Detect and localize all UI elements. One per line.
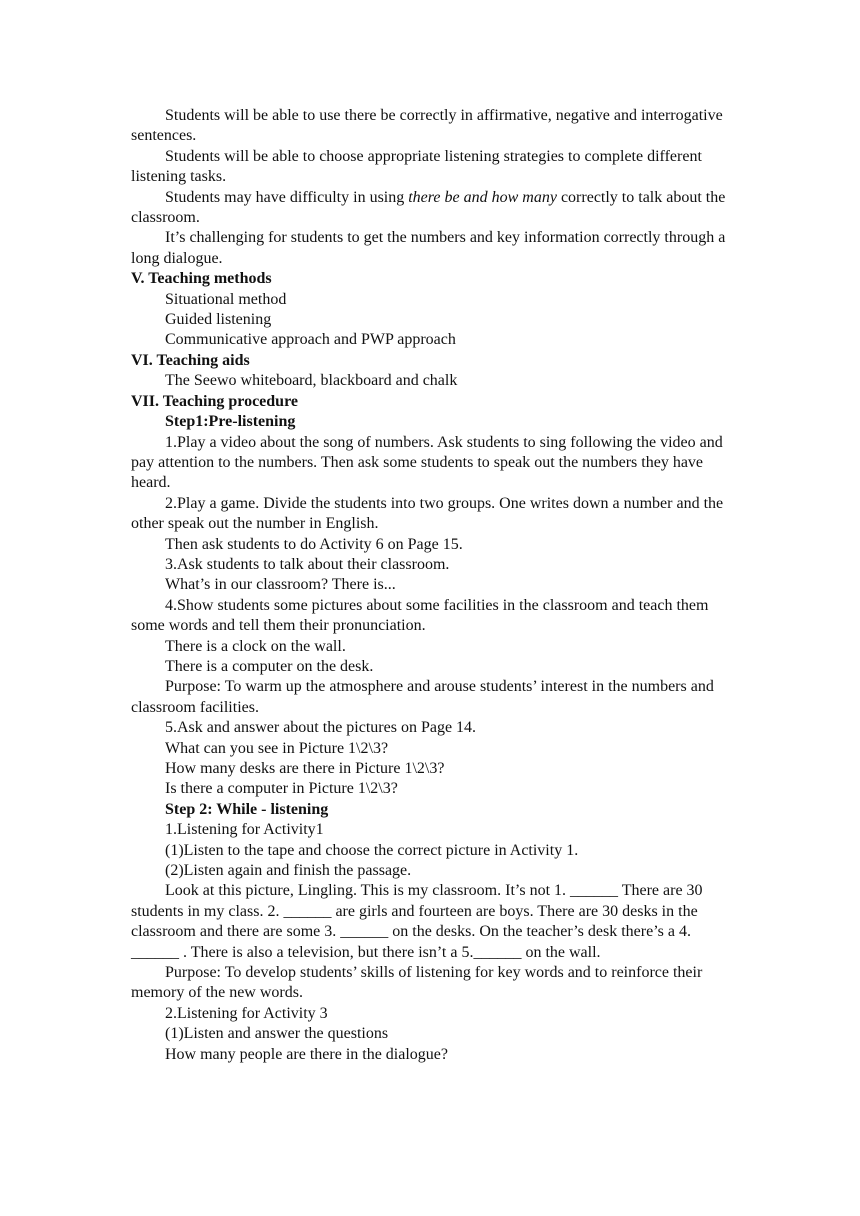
paragraph: Students will be able to use there be correctly in affirmative, negative and interrogative sentences. bbox=[131, 107, 723, 145]
paragraph: 1.Listening for Activity1 bbox=[165, 821, 324, 839]
paragraph: Is there a computer in Picture 1\2\3? bbox=[165, 780, 398, 798]
paragraph: What can you see in Picture 1\2\3? bbox=[165, 739, 389, 757]
paragraph: Then ask students to do Activity 6 on Page 15. bbox=[165, 535, 463, 553]
paragraph-text: Students may have difficulty in using bbox=[165, 188, 409, 206]
paragraph: (1)Listen to the tape and choose the correct picture in Activity 1. bbox=[165, 841, 579, 859]
emphasis-text: there be and how many bbox=[408, 188, 557, 206]
paragraph: It’s challenging for students to get the numbers and key information correctly through a long dialogue. bbox=[131, 229, 726, 267]
paragraph: Guided listening bbox=[165, 311, 272, 329]
paragraph: 2.Listening for Activity 3 bbox=[165, 1004, 328, 1022]
paragraph: How many desks are there in Picture 1\2\3? bbox=[165, 760, 445, 777]
paragraph: There is a computer on the desk. bbox=[165, 657, 374, 675]
heading: Step1:Pre-listening bbox=[165, 413, 296, 431]
paragraph: There is a clock on the wall. bbox=[165, 637, 346, 655]
paragraph: Situational method bbox=[165, 290, 287, 308]
paragraph: How many people are there in the dialogue? bbox=[165, 1045, 448, 1063]
paragraph: 2.Play a game. Divide the students into two groups. One writes down a number and the other speak out the number in English. bbox=[131, 494, 724, 533]
paragraph: (1)Listen and answer the questions bbox=[165, 1025, 389, 1043]
paragraph: The Seewo whiteboard, blackboard and chalk bbox=[165, 372, 458, 390]
paragraph: 5.Ask and answer about the pictures on Page 14. bbox=[165, 719, 477, 737]
paragraph: Purpose: To warm up the atmosphere and arouse students’ interest in the numbers and classroom facilities. bbox=[131, 678, 714, 716]
paragraph: What’s in our classroom? There is... bbox=[165, 576, 396, 594]
paragraph: Look at this picture, Lingling. This is my classroom. It’s not 1. ______ There are 30 students in my class. 2. ______ are girls and fourteen are boys. There are 30 desks in the classroom and there are some 3. ______ on the desks. On the teacher’s desk there’s a 4. ______ . There is also a television, but there isn’t a 5.______ on the wall. bbox=[131, 882, 703, 961]
heading: VII. Teaching procedure bbox=[131, 392, 298, 410]
heading: Step 2: While - listening bbox=[165, 800, 329, 818]
paragraph-text: correctly to talk about the classroom. bbox=[131, 188, 726, 227]
paragraph: Communicative approach and PWP approach bbox=[165, 331, 456, 349]
paragraph bbox=[131, 188, 732, 229]
paragraph: 1.Play a video about the song of numbers. Ask students to sing following the video and pay attention to the numbers. Then ask some students to speak out the numbers they have heard. bbox=[131, 433, 723, 492]
paragraph: 3.Ask students to talk about their classroom. bbox=[165, 555, 450, 573]
heading: VI. Teaching aids bbox=[131, 351, 250, 369]
paragraph: 4.Show students some pictures about some facilities in the classroom and teach them some words and tell them their pronunciation. bbox=[131, 596, 709, 635]
paragraph: Purpose: To develop students’ skills of listening for key words and to reinforce their memory of the new words. bbox=[131, 964, 703, 1002]
heading: V. Teaching methods bbox=[131, 270, 272, 288]
paragraph: (2)Listen again and finish the passage. bbox=[165, 862, 412, 880]
paragraph: Students will be able to choose appropriate listening strategies to complete different listening tasks. bbox=[131, 147, 702, 186]
